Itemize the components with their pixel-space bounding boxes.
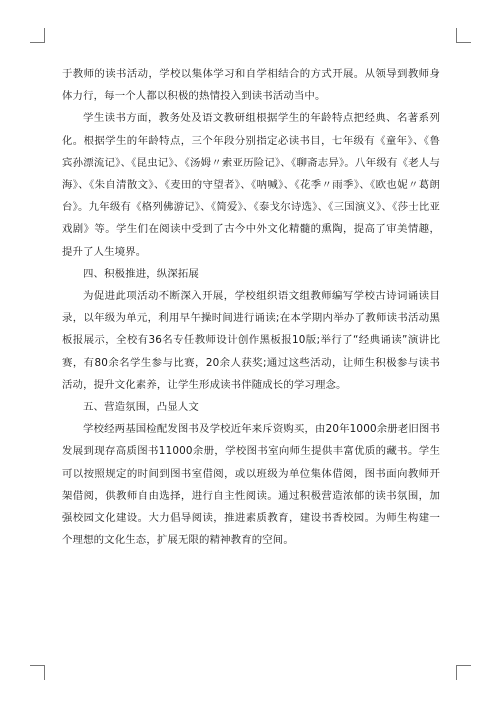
crop-mark-top-left xyxy=(30,28,45,43)
section-heading-4: 四、积极推进，纵深拓展 xyxy=(83,267,199,280)
crop-mark-bottom-right xyxy=(456,665,471,680)
paragraph-student-reading: 学生读书方面，教务处及语文教研组根据学生的年龄特点把经典、名著系列化。根据学生的年龄特点，三个年段分别指定必读书目，七年级有《童年》、《鲁宾孙漂流记》、《昆虫记》、《汤姆〃索亚历险记》、《聊斋志异》。八年级有《老人与海》、《朱自清散文》、《麦田的守望者》、《呐喊》、《花季〃雨季》、《欧也妮〃葛朗台》。九年级有《格列佛游记》、《简爱》、《泰戈尔诗选》、《三国演义》、《莎士比亚戏剧》等。学生们在阅读中受到了古今中外文化精髓的熏陶，提高了审美情趣，提升了人生境界。 xyxy=(62,112,440,258)
section-heading-5: 五、营造氛围，凸显人文 xyxy=(83,401,199,414)
crop-mark-top-right xyxy=(456,28,471,43)
crop-mark-bottom-left xyxy=(30,665,45,680)
paragraph-teacher-reading: 于教师的读书活动，学校以集体学习和自学相结合的方式开展。从领导到教师身体力行，每一个人都以积极的热情投入到读书活动当中。 xyxy=(62,68,440,103)
document-body xyxy=(62,63,440,551)
paragraph-activities: 为促进此项活动不断深入开展，学校组织语文组教师编写学校古诗词诵读目录，以年级为单元，利用早午操时间进行诵读;在本学期内举办了教师读书活动黑板报展示，全校有36名专任教师设计创作黑板报10版;举行了“经典诵读”演讲比赛，有80余名学生参与比赛，20余人获奖;通过这些活动，让师生积极参与读书活动，提升文化素养，让学生形成读书伴随成长的学习理念。 xyxy=(62,290,440,391)
paragraph-library: 学校经两基国检配发图书及学校近年来斥资购买，由20年1000余册老旧图书发展到现存高质图书11000余册，学校图书室向师生提供丰富优质的藏书。学生可以按照规定的时间到图书室借阅，或以班级为单位集体借阅，图书面向教师开架借阅，供教师自由选择，进行自主性阅读。通过积极营造浓郁的读书氛围，加强校园文化建设。大力倡导阅读，推进素质教育，建设书香校园。为师生构建一个理想的文化生态，扩展无限的精神教育的空间。 xyxy=(62,423,440,547)
